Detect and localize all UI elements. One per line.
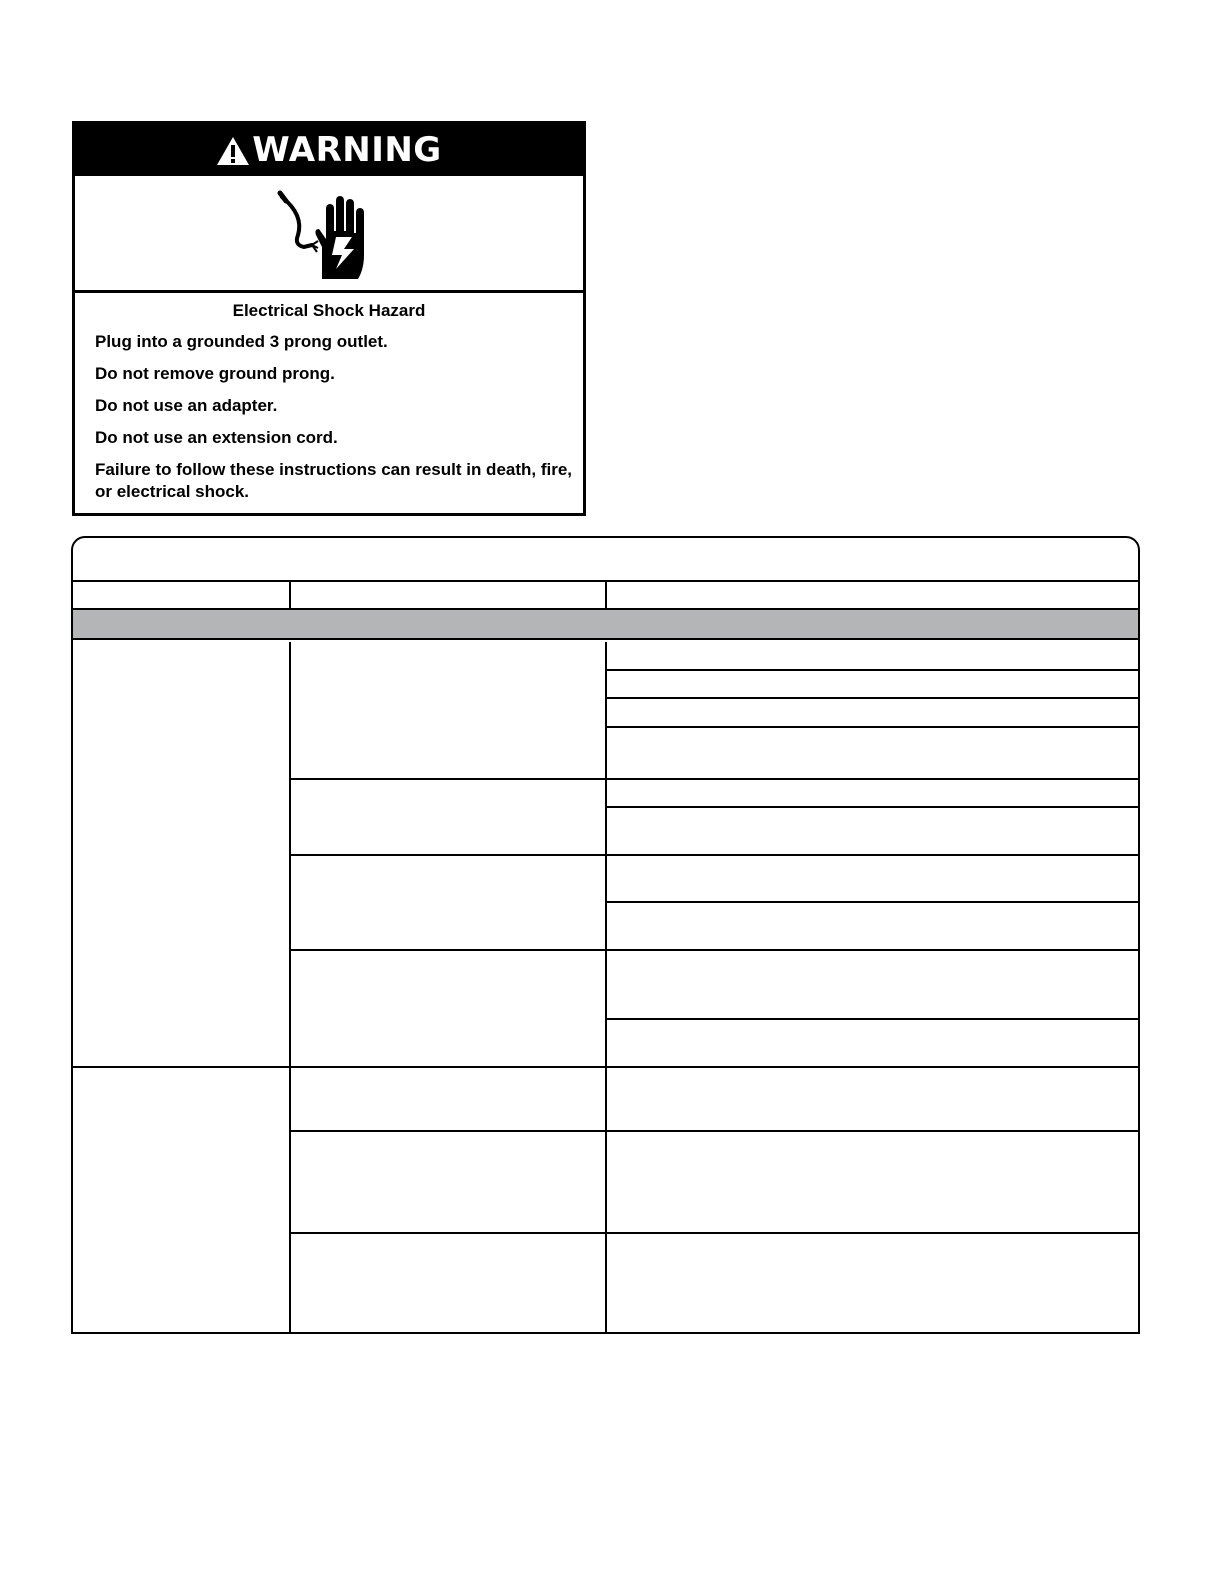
warning-label <box>72 121 586 516</box>
table-body <box>73 642 1140 1334</box>
pictogram-area <box>75 176 583 293</box>
warning-header <box>75 124 583 176</box>
instruction-no-adapter: Do not use an adapter. <box>95 396 278 415</box>
table-title-bar <box>73 538 1138 582</box>
table-row-divider <box>73 1066 1140 1068</box>
hazard-title: Electrical Shock Hazard <box>232 301 426 320</box>
warning-title: WARNING <box>252 130 442 170</box>
instruction-no-extension-cord: Do not use an extension cord. <box>95 428 338 447</box>
table-column-header-row <box>73 582 1138 610</box>
warning-triangle-icon <box>216 136 250 166</box>
instruction-grounded-outlet: Plug into a grounded 3 prong outlet. <box>95 332 388 351</box>
table-section-bar <box>73 610 1138 640</box>
warning-text <box>75 293 583 503</box>
instruction-failure-consequence: Failure to follow these instructions can result in death, fire, or electrical shock. <box>95 460 573 501</box>
troubleshooting-table <box>71 536 1140 1334</box>
instruction-ground-prong: Do not remove ground prong. <box>95 364 335 383</box>
electrical-shock-hand-icon <box>274 185 384 285</box>
